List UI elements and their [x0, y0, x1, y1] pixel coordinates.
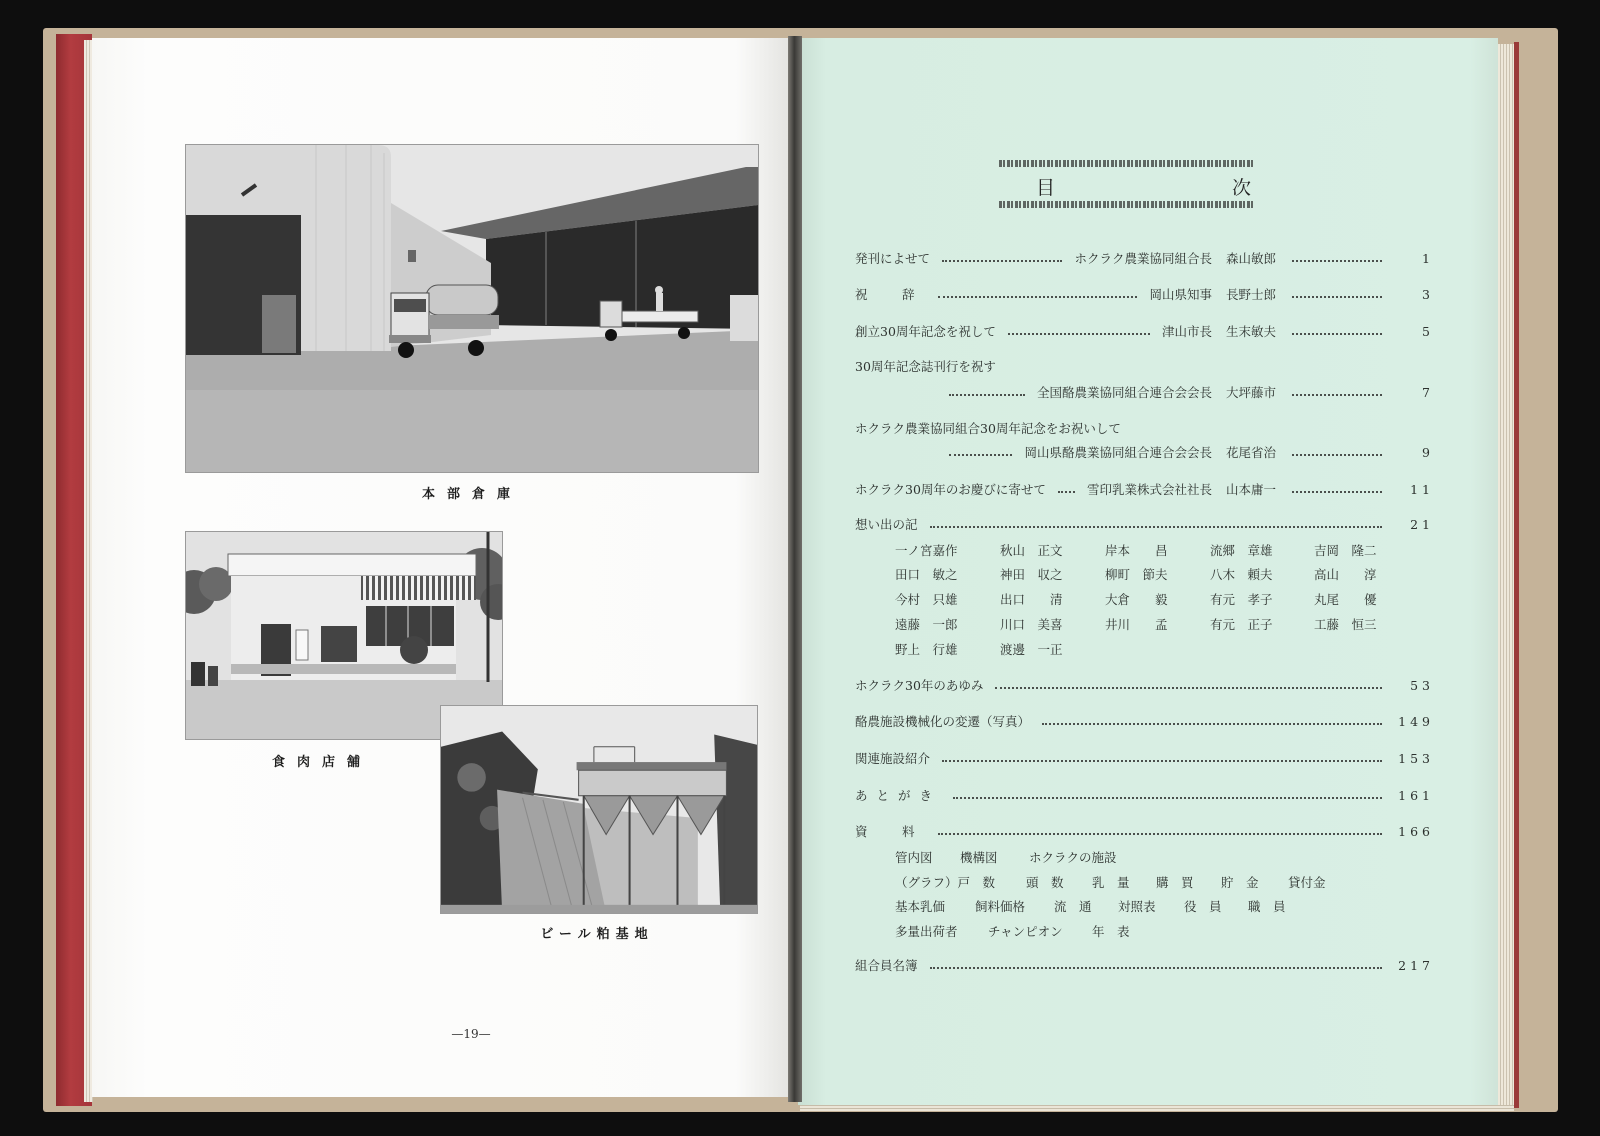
toc-page: 53 — [1410, 677, 1434, 693]
dot-leader — [1292, 394, 1382, 396]
material-item: ホクラクの施設 — [1029, 850, 1117, 865]
dot-leader — [953, 797, 1382, 799]
material-item: 多量出荷者 — [895, 924, 958, 939]
toc-title-char-1: 目 — [1036, 177, 1056, 199]
toc-label: ホクラク30年のあゆみ — [855, 678, 984, 693]
beer-lees-base-photo — [441, 706, 757, 913]
dot-leader — [949, 394, 1025, 396]
dot-leader — [1008, 333, 1150, 335]
dot-leader — [930, 526, 1382, 528]
toc-entry — [855, 516, 1434, 532]
toc-page: 21 — [1410, 516, 1434, 532]
toc-author-name: 森山敏郎 — [1226, 251, 1277, 266]
toc-page: 11 — [1410, 481, 1434, 497]
book-gutter — [788, 36, 802, 1102]
warehouse-caption: 本部倉庫 — [421, 487, 522, 502]
book-edge-right — [1514, 42, 1519, 1108]
dot-leader — [995, 687, 1382, 689]
memoir-author: 岸本 昌 — [1105, 543, 1168, 558]
toc-author-name: 長野士郎 — [1226, 287, 1277, 302]
dot-leader — [1292, 491, 1382, 493]
memoir-author: 八木 頼夫 — [1210, 567, 1273, 582]
toc-author-title: 津山市長 — [1161, 324, 1212, 339]
toc-entry — [855, 358, 1430, 374]
dot-leader — [942, 260, 1062, 262]
dot-leader — [1042, 723, 1382, 725]
toc-label: 酪農施設機械化の変遷（写真） — [855, 714, 1031, 729]
memoir-author: 高山 淳 — [1314, 567, 1377, 582]
toc-label: 創立30周年記念を祝して — [855, 324, 996, 339]
meat-shop-caption: 食肉店舗 — [271, 755, 372, 770]
material-item: 年 表 — [1092, 924, 1130, 939]
dot-leader — [1292, 260, 1382, 262]
toc-author-name: 大坪藤市 — [1226, 385, 1277, 400]
toc-label: 30周年記念誌刊行を祝す — [855, 359, 996, 374]
memoir-author: 出口 清 — [1000, 592, 1063, 607]
memoir-author: 神田 収之 — [1000, 567, 1063, 582]
toc-entry — [855, 957, 1434, 973]
material-item: 貯 金 — [1221, 875, 1259, 890]
toc-page: 3 — [1422, 286, 1434, 302]
toc-entry — [855, 286, 1434, 302]
toc-entry — [855, 323, 1434, 339]
material-item: 頭 数 — [1026, 875, 1064, 890]
dot-leader — [949, 454, 1012, 456]
title-ornament-bottom — [999, 201, 1255, 208]
toc-label: 発刊によせて — [855, 251, 931, 266]
toc-label: 組合員名簿 — [855, 958, 918, 973]
toc-page: 9 — [1422, 444, 1434, 460]
memoir-author: 遠藤 一郎 — [895, 617, 958, 632]
toc-page: 161 — [1398, 787, 1434, 803]
material-item: 乳 量 — [1092, 875, 1130, 890]
memoir-author: 田口 敏之 — [895, 567, 958, 582]
toc-author-name: 花尾省治 — [1226, 445, 1277, 460]
toc-entry — [855, 420, 1430, 436]
toc-label: 資 料 — [855, 824, 926, 839]
memoir-author: 柳町 節夫 — [1105, 567, 1168, 582]
toc-author-title: 雪印乳業株式会社社長 — [1086, 482, 1212, 497]
material-item: 機構図 — [960, 850, 998, 865]
material-item: 基本乳価 — [895, 899, 946, 914]
material-item: 購 買 — [1156, 875, 1194, 890]
toc-author-name: 山本庸一 — [1226, 482, 1277, 497]
memoir-author: 野上 行雄 — [895, 642, 958, 657]
dot-leader — [1292, 333, 1382, 335]
toc-page: 149 — [1398, 713, 1434, 729]
toc-label: 関連施設紹介 — [855, 751, 931, 766]
toc-label: ホクラク農業協同組合30周年記念をお祝いして — [855, 421, 1121, 436]
page-stack-right — [1498, 44, 1514, 1108]
toc-label: ホクラク30周年のお慶びに寄せて — [855, 482, 1046, 497]
toc-author-name: 生末敏夫 — [1226, 324, 1277, 339]
memoir-author: 有元 正子 — [1210, 617, 1273, 632]
material-item: 役 員 — [1184, 899, 1222, 914]
dot-leader — [938, 833, 1382, 835]
page-number: —19— — [451, 1027, 491, 1041]
memoir-author: 丸尾 優 — [1314, 592, 1377, 607]
material-item: 流 通 — [1054, 899, 1092, 914]
beer-lees-base-caption: ビール粕基地 — [540, 927, 654, 942]
memoir-author: 川口 美喜 — [1000, 617, 1063, 632]
toc-page: 1 — [1422, 250, 1434, 266]
toc-page: 217 — [1398, 957, 1434, 973]
toc-entry — [855, 750, 1434, 766]
memoir-author: 秋山 正文 — [1000, 543, 1063, 558]
dot-leader — [942, 760, 1382, 762]
memoir-author: 流郷 章雄 — [1210, 543, 1273, 558]
toc-author-title: ホクラク農業協同組合長 — [1074, 251, 1212, 266]
toc-label: あとがき — [855, 788, 942, 803]
memoir-author: 有元 孝子 — [1210, 592, 1273, 607]
title-ornament-top — [999, 160, 1255, 167]
memoir-author: 吉岡 隆二 — [1314, 543, 1377, 558]
toc-entry — [855, 250, 1434, 266]
toc-author-title: 岡山県酪農業協同組合連合会会長 — [1024, 445, 1212, 460]
memoir-author: 井川 孟 — [1105, 617, 1168, 632]
toc-entry-continued — [949, 444, 1434, 460]
warehouse-photo — [186, 145, 758, 472]
memoir-author: 今村 只雄 — [895, 592, 958, 607]
page-stack-bottom — [800, 1105, 1514, 1111]
toc-entry-continued — [949, 384, 1434, 400]
memoir-author: 大倉 毅 — [1105, 592, 1168, 607]
toc-page: 166 — [1398, 823, 1434, 839]
dot-leader — [1292, 454, 1382, 456]
material-item: チャンピオン — [988, 924, 1063, 939]
toc-title-char-2: 次 — [1232, 177, 1252, 199]
memoir-author: 工藤 恒三 — [1314, 617, 1377, 632]
toc-page: 153 — [1398, 750, 1434, 766]
material-item: （グラフ）戸 数 — [895, 875, 996, 890]
toc-page: 7 — [1422, 384, 1434, 400]
toc-entry — [855, 823, 1434, 839]
dot-leader — [1058, 491, 1075, 493]
memoir-author: 一ノ宮嘉作 — [895, 543, 958, 558]
dot-leader — [930, 967, 1382, 969]
material-item: 飼料価格 — [975, 899, 1026, 914]
toc-label: 想い出の記 — [855, 517, 918, 532]
dot-leader — [938, 296, 1138, 298]
memoir-author: 渡邊 一正 — [1000, 642, 1063, 657]
toc-author-title: 岡山県知事 — [1149, 287, 1212, 302]
toc-entry — [855, 481, 1434, 497]
material-item: 管内図 — [895, 850, 933, 865]
toc-entry — [855, 677, 1434, 693]
toc-author-title: 全国酪農業協同組合連合会会長 — [1036, 385, 1212, 400]
material-item: 職 員 — [1248, 899, 1286, 914]
material-item: 対照表 — [1118, 899, 1156, 914]
toc-entry — [855, 713, 1434, 729]
toc-page: 5 — [1422, 323, 1434, 339]
dot-leader — [1292, 296, 1382, 298]
toc-label: 祝 辞 — [855, 287, 926, 302]
toc-entry — [855, 787, 1434, 803]
material-item: 貸付金 — [1288, 875, 1326, 890]
